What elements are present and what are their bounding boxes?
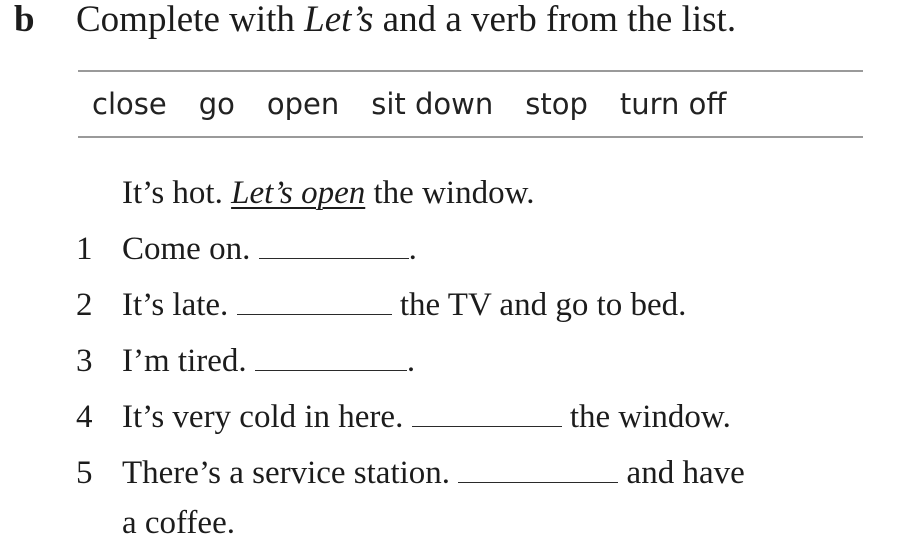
word-list-item: stop [525, 87, 588, 121]
answer-blank[interactable] [259, 232, 409, 259]
item-text-end: . [408, 231, 417, 267]
item-number: 3 [76, 343, 93, 379]
example-sentence [122, 173, 535, 213]
item-text-start: There’s a service station. [122, 455, 459, 491]
item-text-start: I’m tired. [122, 343, 255, 379]
exercise-item-4 [122, 397, 731, 437]
item-number: 1 [76, 231, 93, 267]
word-list [92, 82, 726, 126]
item-text-end: the TV and go to bed. [391, 287, 687, 323]
word-list-item: open [266, 87, 340, 121]
item-text-start: It’s very cold in here. [122, 399, 412, 435]
word-list-item: turn off [619, 87, 727, 121]
item-text-end: the window. [561, 399, 731, 435]
instruction-text-end: and a verb from the list. [373, 0, 737, 40]
word-list-item: close [92, 87, 167, 121]
answer-blank[interactable] [458, 456, 618, 483]
word-list-item: sit down [371, 87, 494, 121]
example-text-end: the window. [365, 175, 535, 211]
example-answer: Let’s open [231, 175, 366, 211]
instruction-text-start: Complete with [76, 0, 305, 40]
exercise-item-3 [122, 341, 415, 381]
item-text-start: It’s late. [122, 287, 237, 323]
exercise-item-5 [122, 453, 745, 493]
answer-blank[interactable] [412, 400, 562, 427]
item-text-end: . [406, 343, 416, 379]
example-text-start: It’s hot. [122, 175, 232, 211]
exercise-letter: b [14, 0, 35, 40]
exercise-heading [14, 0, 736, 40]
item-number: 5 [76, 455, 93, 491]
word-box-top-rule [78, 70, 863, 72]
word-box-bottom-rule [78, 136, 863, 138]
answer-blank[interactable] [255, 344, 407, 371]
exercise-item-1 [122, 229, 417, 269]
instruction-italic: Let’s [304, 0, 374, 40]
item-text-start: Come on. [122, 231, 259, 267]
item-number: 2 [76, 287, 93, 323]
exercise-item-2 [122, 285, 686, 325]
item-text-end: and have [618, 455, 745, 491]
word-list-item: go [198, 87, 235, 121]
item-5-continuation: a coffee. [122, 505, 235, 541]
item-number: 4 [76, 399, 93, 435]
answer-blank[interactable] [237, 288, 392, 315]
